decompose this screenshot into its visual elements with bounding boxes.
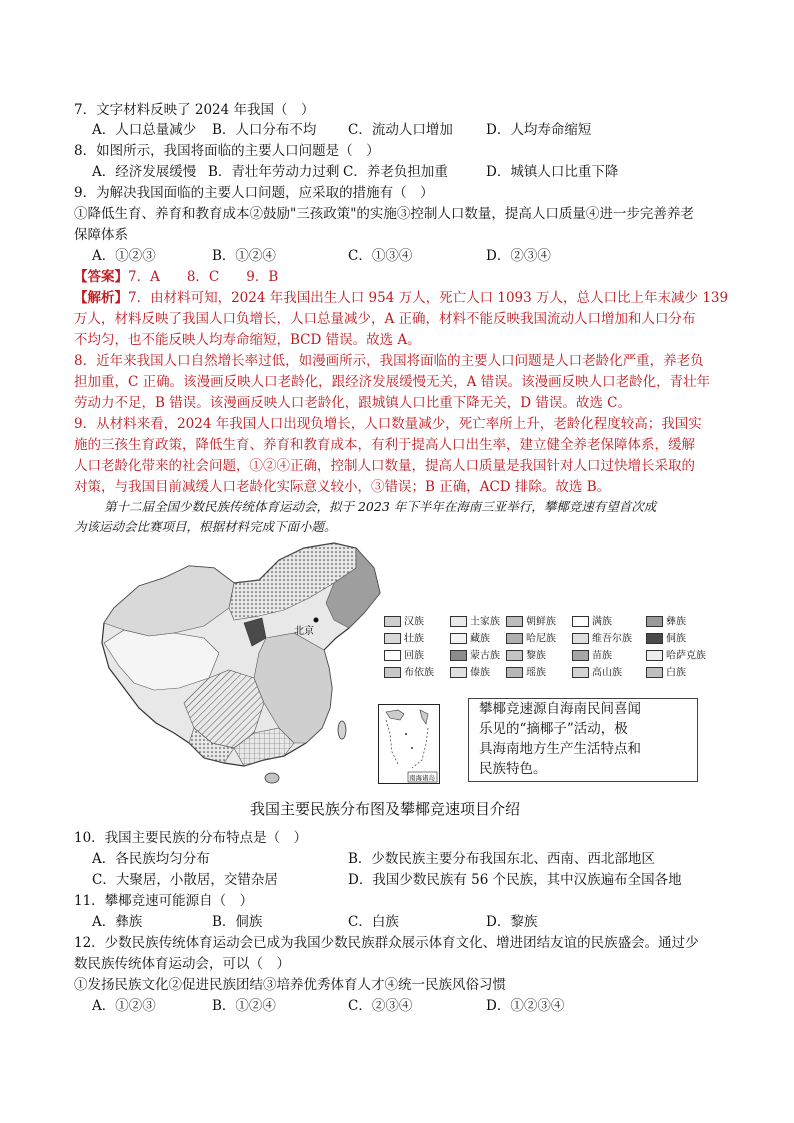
q12-stem-line2: 数民族传统体育运动会，可以（ ） (74, 956, 290, 972)
q7-stem: 7．文字材料反映了 2024 年我国（ ） (74, 102, 315, 118)
legend-label: 苗族 (592, 650, 612, 662)
legend-swatch (506, 633, 523, 644)
legend-swatch (450, 650, 467, 661)
legend-label: 朝鲜族 (526, 616, 556, 628)
q12-stem-line1: 12．少数民族传统体育运动会已成为我国少数民族群众展示体育文化、增进团结友谊的民族盛会。通过少 (74, 935, 699, 951)
legend-item (646, 667, 686, 679)
map-legend (384, 616, 714, 682)
legend-label: 满族 (592, 616, 612, 628)
analysis-line-5: 担加重，C 正确。该漫画反映人口老龄化，跟经济发展缓慢无关，A 错误。该漫画反映人口老龄化，青壮年 (74, 374, 711, 390)
q9-stem: 9．为解决我国面临的主要人口问题，应采取的措施有（ ） (74, 185, 434, 201)
legend-swatch (384, 667, 401, 678)
legend-swatch (384, 650, 401, 661)
q12-option-b[interactable]: B．①②④ (212, 998, 276, 1014)
legend-item (384, 616, 424, 628)
legend-item (384, 667, 434, 679)
legend-item (646, 633, 686, 645)
legend-item (572, 633, 632, 645)
legend-label: 蒙古族 (470, 650, 500, 662)
legend-swatch (572, 650, 589, 661)
analysis-line-4: 8．近年来我国人口自然增长率过低，如漫画所示，我国将面临的主要人口问题是人口老龄化严重，养老负 (74, 353, 704, 369)
legend-label: 瑶族 (526, 667, 546, 679)
region-hainan (265, 773, 279, 783)
panye-info-box (468, 698, 698, 782)
q7-option-a[interactable]: A．人口总量减少 (92, 122, 197, 138)
south-china-sea-inset (378, 704, 440, 784)
q11-option-d[interactable]: D．黎族 (486, 914, 538, 930)
intro-line-1: 第十二届全国少数民族传统体育运动会，拟于 2023 年下半年在海南三亚举行，攀椰竞速有望首次成 (104, 499, 657, 514)
legend-item (506, 616, 556, 628)
ethnic-distribution-map (94, 538, 394, 793)
analysis-line-1 (74, 286, 728, 306)
legend-item (450, 650, 500, 662)
legend-swatch (506, 667, 523, 678)
legend-label: 土家族 (470, 616, 500, 628)
legend-item (506, 633, 556, 645)
q10-stem: 10．我国主要民族的分布特点是（ ） (74, 830, 308, 846)
q10-option-a[interactable]: A．各民族均匀分布 (92, 851, 210, 867)
q9-option-d[interactable]: D．②③④ (486, 248, 551, 264)
legend-swatch (646, 650, 663, 661)
region-taiwan (338, 721, 346, 739)
q8-option-d[interactable]: D．城镇人口比重下降 (486, 164, 619, 180)
analysis-line-9: 人口老龄化带来的社会问题，①②④正确，控制人口数量，提高人口质量是我国针对人口过快增长采取的 (74, 458, 695, 474)
legend-item (506, 667, 546, 679)
q9-option-a[interactable]: A．①②③ (92, 248, 156, 264)
q10-option-d[interactable]: D．我国少数民族有 56 个民族，其中汉族遍布全国各地 (348, 872, 682, 888)
q11-option-b[interactable]: B．侗族 (212, 914, 263, 930)
q8-option-b[interactable]: B．青壮年劳动力过剩 (208, 164, 340, 180)
legend-swatch (572, 633, 589, 644)
info-line-1: 攀椰竞速源自海南民间喜闻 (479, 701, 641, 717)
q7-option-b[interactable]: B．人口分布不均 (212, 122, 317, 138)
legend-swatch (450, 667, 467, 678)
q9-items-line1: ①降低生育、养育和教育成本②鼓励"三孩政策"的实施③控制人口数量，提高人口质量④进一步完善养老 (74, 206, 694, 222)
analysis-line-3: 不均匀，也不能反映人均寿命缩短，BCD 错误。故选 A。 (74, 332, 421, 348)
legend-swatch (384, 633, 401, 644)
beijing-label: 北京 (294, 626, 314, 637)
answer-line (74, 265, 278, 285)
info-line-2: 乐见的“摘椰子”活动，极 (479, 721, 628, 737)
legend-item (450, 667, 490, 679)
analysis-line-2: 万人，材料反映了我国人口负增长，人口总量减少，A 正确，材料不能反映我国流动人口增加和人口分布 (74, 311, 696, 327)
analysis-line-6: 劳动力不足，B 错误。该漫画反映人口老龄化，跟城镇人口比重下降无关，D 错误。故选 C。 (74, 395, 631, 411)
q11-option-c[interactable]: C．白族 (348, 914, 399, 930)
legend-label: 壮族 (404, 633, 424, 645)
legend-label: 哈萨克族 (666, 650, 706, 662)
legend-label: 回族 (404, 650, 424, 662)
q8-option-c[interactable]: C．养老负担加重 (343, 164, 448, 180)
legend-item (384, 650, 424, 662)
legend-label: 白族 (666, 667, 686, 679)
analysis-line-10: 对策，与我国目前减缓人口老龄化实际意义较小，③错误；B 正确，ACD 排除。故选 B。 (74, 479, 611, 495)
inset-label: 南海诸岛 (409, 774, 435, 782)
legend-label: 黎族 (526, 650, 546, 662)
legend-swatch (646, 616, 663, 627)
answer-label: 【答案】 (74, 269, 128, 285)
legend-label: 维吾尔族 (592, 633, 632, 645)
legend-swatch (646, 633, 663, 644)
legend-swatch (572, 667, 589, 678)
legend-label: 彝族 (666, 616, 686, 628)
legend-label: 高山族 (592, 667, 622, 679)
legend-item (646, 616, 686, 628)
legend-label: 哈尼族 (526, 633, 556, 645)
analysis-line-8: 施的三孩生育政策，降低生育、养育和教育成本，有利于提高人口出生率，建立健全养老保障体系，缓解 (74, 437, 695, 453)
answer-text: 7．A 8．C 9．B (128, 269, 279, 285)
legend-label: 藏族 (470, 633, 490, 645)
legend-item (450, 633, 490, 645)
beijing-marker (314, 618, 319, 623)
q8-option-a[interactable]: A．经济发展缓慢 (92, 164, 197, 180)
legend-label: 布依族 (404, 667, 434, 679)
q12-items: ①发扬民族文化②促进民族团结③培养优秀体育人才④统一民族风俗习惯 (74, 977, 506, 993)
q12-option-c[interactable]: C．②③④ (348, 998, 413, 1014)
info-line-4: 民族特色。 (479, 761, 547, 777)
legend-item (572, 667, 622, 679)
legend-swatch (506, 616, 523, 627)
analysis-text-1: 7．由材料可知，2024 年我国出生人口 954 万人，死亡人口 1093 万人，总人口比上年末减少 139 (128, 290, 729, 306)
q12-option-d[interactable]: D．①②③④ (486, 998, 565, 1014)
legend-label: 汉族 (404, 616, 424, 628)
legend-item (450, 616, 500, 628)
figure-caption: 我国主要民族分布图及攀椰竞速项目介绍 (250, 800, 521, 818)
q10-option-c[interactable]: C．大聚居，小散居，交错杂居 (92, 872, 278, 888)
legend-item (506, 650, 546, 662)
legend-swatch (506, 650, 523, 661)
legend-label: 侗族 (666, 633, 686, 645)
analysis-line-7: 9．从材料来看，2024 年我国人口出现负增长，人口数量减少，死亡率所上升，老龄化程度较高；我国实 (74, 416, 702, 432)
q7-option-c[interactable]: C．流动人口增加 (348, 122, 453, 138)
q9-option-b[interactable]: B．①②④ (212, 248, 276, 264)
q11-option-a[interactable]: A．彝族 (92, 914, 143, 930)
legend-swatch (450, 616, 467, 627)
legend-item (646, 650, 706, 662)
analysis-label: 【解析】 (74, 290, 128, 306)
q12-option-a[interactable]: A．①②③ (92, 998, 156, 1014)
intro-line-2: 为该运动会比赛项目，根据材料完成下面小题。 (74, 519, 337, 534)
q9-items-line2: 保障体系 (74, 227, 128, 243)
legend-swatch (646, 667, 663, 678)
legend-item (384, 633, 424, 645)
legend-item (572, 616, 612, 628)
info-line-3: 具海南地方生产生活特点和 (479, 741, 641, 757)
q9-option-c[interactable]: C．①③④ (348, 248, 413, 264)
legend-swatch (450, 633, 467, 644)
q11-stem: 11．攀椰竞速可能源自（ ） (74, 893, 254, 909)
legend-label: 傣族 (470, 667, 490, 679)
legend-swatch (384, 616, 401, 627)
q7-option-d[interactable]: D．人均寿命缩短 (486, 122, 592, 138)
legend-swatch (572, 616, 589, 627)
q8-stem: 8．如图所示，我国将面临的主要人口问题是（ ） (74, 143, 380, 159)
q10-option-b[interactable]: B．少数民族主要分布我国东北、西南、西北部地区 (348, 851, 655, 867)
legend-item (572, 650, 612, 662)
